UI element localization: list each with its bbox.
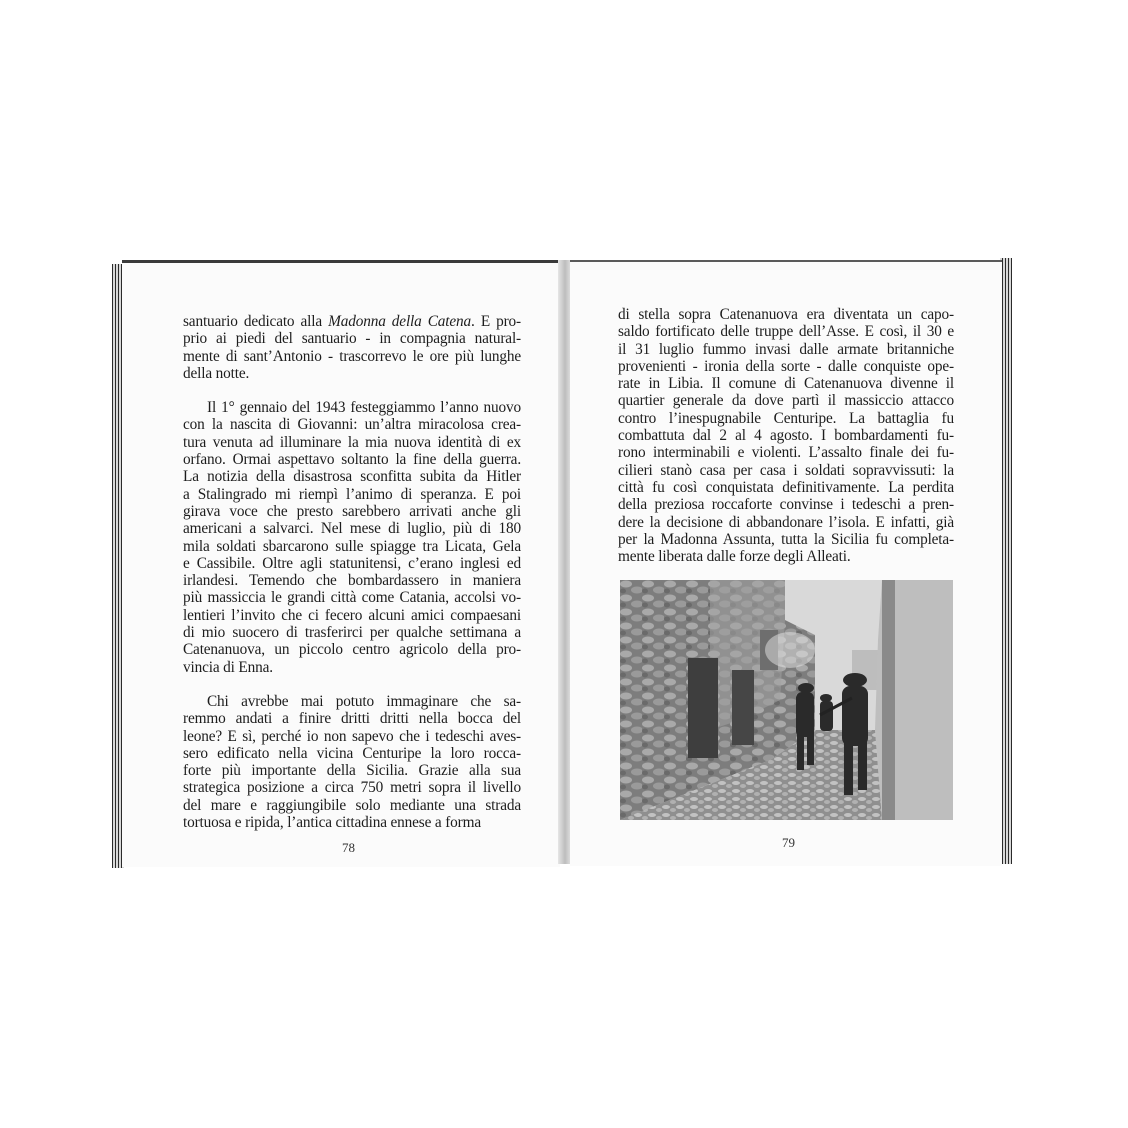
text-line: girava voce che presto sarebbero arrivati anche gli (183, 502, 521, 520)
text-line: saldo fortificato delle truppe dell’Asse. E così, il 30 e (618, 323, 954, 341)
text-line: Catenanuova, un piccolo centro agricolo della pro- (183, 641, 521, 659)
text-line: della preziosa roccaforte convinse i tedeschi a pren- (618, 496, 954, 514)
right-page-text (618, 306, 954, 565)
text-line: di stella sopra Catenanuova era diventata un capo- (618, 306, 954, 323)
text-line: dere la decisione di abbandonare l’isola. E infatti, già (618, 513, 954, 531)
text-line: orfano. Ormai aspettavo soltanto la fine della guerra. (183, 451, 521, 469)
text-line: remmo andati a finire dritti dritti nella bocca del (183, 710, 521, 728)
text-line: strategica posizione a circa 750 metri sopra il livello (183, 779, 521, 797)
text-line (183, 313, 521, 330)
text-run: santuario dedicato alla (183, 313, 329, 330)
war-street-photo-icon (620, 580, 953, 820)
text-line: sero edificato nella vicina Centuripe la loro rocca- (183, 744, 521, 762)
text-line: mila soldati sbarcarono sulle spiagge tra Licata, Gela (183, 537, 521, 555)
text-line: a Stalingrado mi riempì l’animo di speranza. E poi (183, 485, 521, 503)
paragraph-gap (183, 676, 521, 693)
text-line: mente liberata dalle forze degli Alleati. (618, 548, 851, 566)
text-line: Chi avrebbe mai potuto immaginare che sa- (207, 692, 521, 710)
book-scan (112, 256, 1012, 868)
text-line: prio ai piedi del santuario - in compagnia natural- (183, 330, 521, 348)
text-line: forte più importante della Sicilia. Grazie alla sua (183, 762, 521, 780)
text-line: rono interminabili e violenti. L’assalto finale dei fu- (618, 444, 954, 462)
text-line: più massiccia le grandi città come Catania, accolsi vo- (183, 589, 521, 607)
text-line: contro l’inespugnabile Centuripe. La battaglia fu (618, 409, 954, 427)
paragraph-gap (183, 382, 521, 399)
text-line: città fu così conquistata definitivamente. La perdita (618, 478, 954, 496)
page-number-left: 78 (342, 840, 355, 855)
text-line: il 31 luglio fummo invasi dalle armate britanniche (618, 340, 954, 358)
text-line: provenienti - ironia della sorte - dalle conquiste ope- (618, 357, 954, 375)
text-line: tortuosa e ripida, l’antica cittadina ennese a forma (183, 814, 482, 832)
text-line: leone? E sì, perché io non sapevo che i tedeschi aves- (183, 727, 521, 745)
text-line: cilieri stanò casa per casa i soldati sopravvissuti: la (618, 461, 954, 479)
text-line: di mio suocero di trasferirci per qualche settimana a (183, 624, 521, 642)
text-line: irlandesi. Temendo che bombardassero in maniera (183, 572, 521, 590)
left-page (122, 260, 560, 867)
italic-title: Madonna della Catena (328, 313, 472, 330)
text-line: lentieri l’invito che ci fecero alcuni amici compaesani (183, 606, 521, 624)
text-run: . E pro- (471, 313, 521, 330)
page-number-right: 79 (782, 835, 795, 850)
text-line: tura venuta ad illuminare la mia nuova identità di ex (183, 433, 521, 451)
text-line: combattuta dal 2 al 4 agosto. I bombardamenti fu- (618, 427, 954, 445)
right-page (570, 260, 1002, 866)
text-line: vincia di Enna. (183, 658, 273, 676)
text-line: del mare e raggiungibile solo mediante una strada (183, 796, 521, 814)
text-line: mente di sant’Antonio - trascorrevo le ore più lunghe (183, 347, 521, 365)
text-line: La notizia della disastrosa sconfitta subita da Hitler (183, 468, 521, 486)
text-line: della notte. (183, 364, 250, 382)
text-line: per la Madonna Assunta, tutta la Sicilia fu completa- (618, 530, 954, 548)
text-line: quartier generale da dove partì il massiccio attacco (618, 392, 954, 410)
text-line: rate in Libia. Il comune di Catenanuova divenne il (618, 375, 954, 393)
left-page-text (183, 313, 521, 831)
text-line: Il 1° gennaio del 1943 festeggiammo l’anno nuovo (207, 399, 521, 417)
text-line: e Cassibile. Oltre agli statunitensi, c’erano inglesi ed (183, 554, 521, 572)
text-line: con la nascita di Giovanni: un’altra miracolosa crea- (183, 416, 521, 434)
text-line: americani a salvarci. Nel mese di luglio, più di 180 (183, 520, 521, 538)
